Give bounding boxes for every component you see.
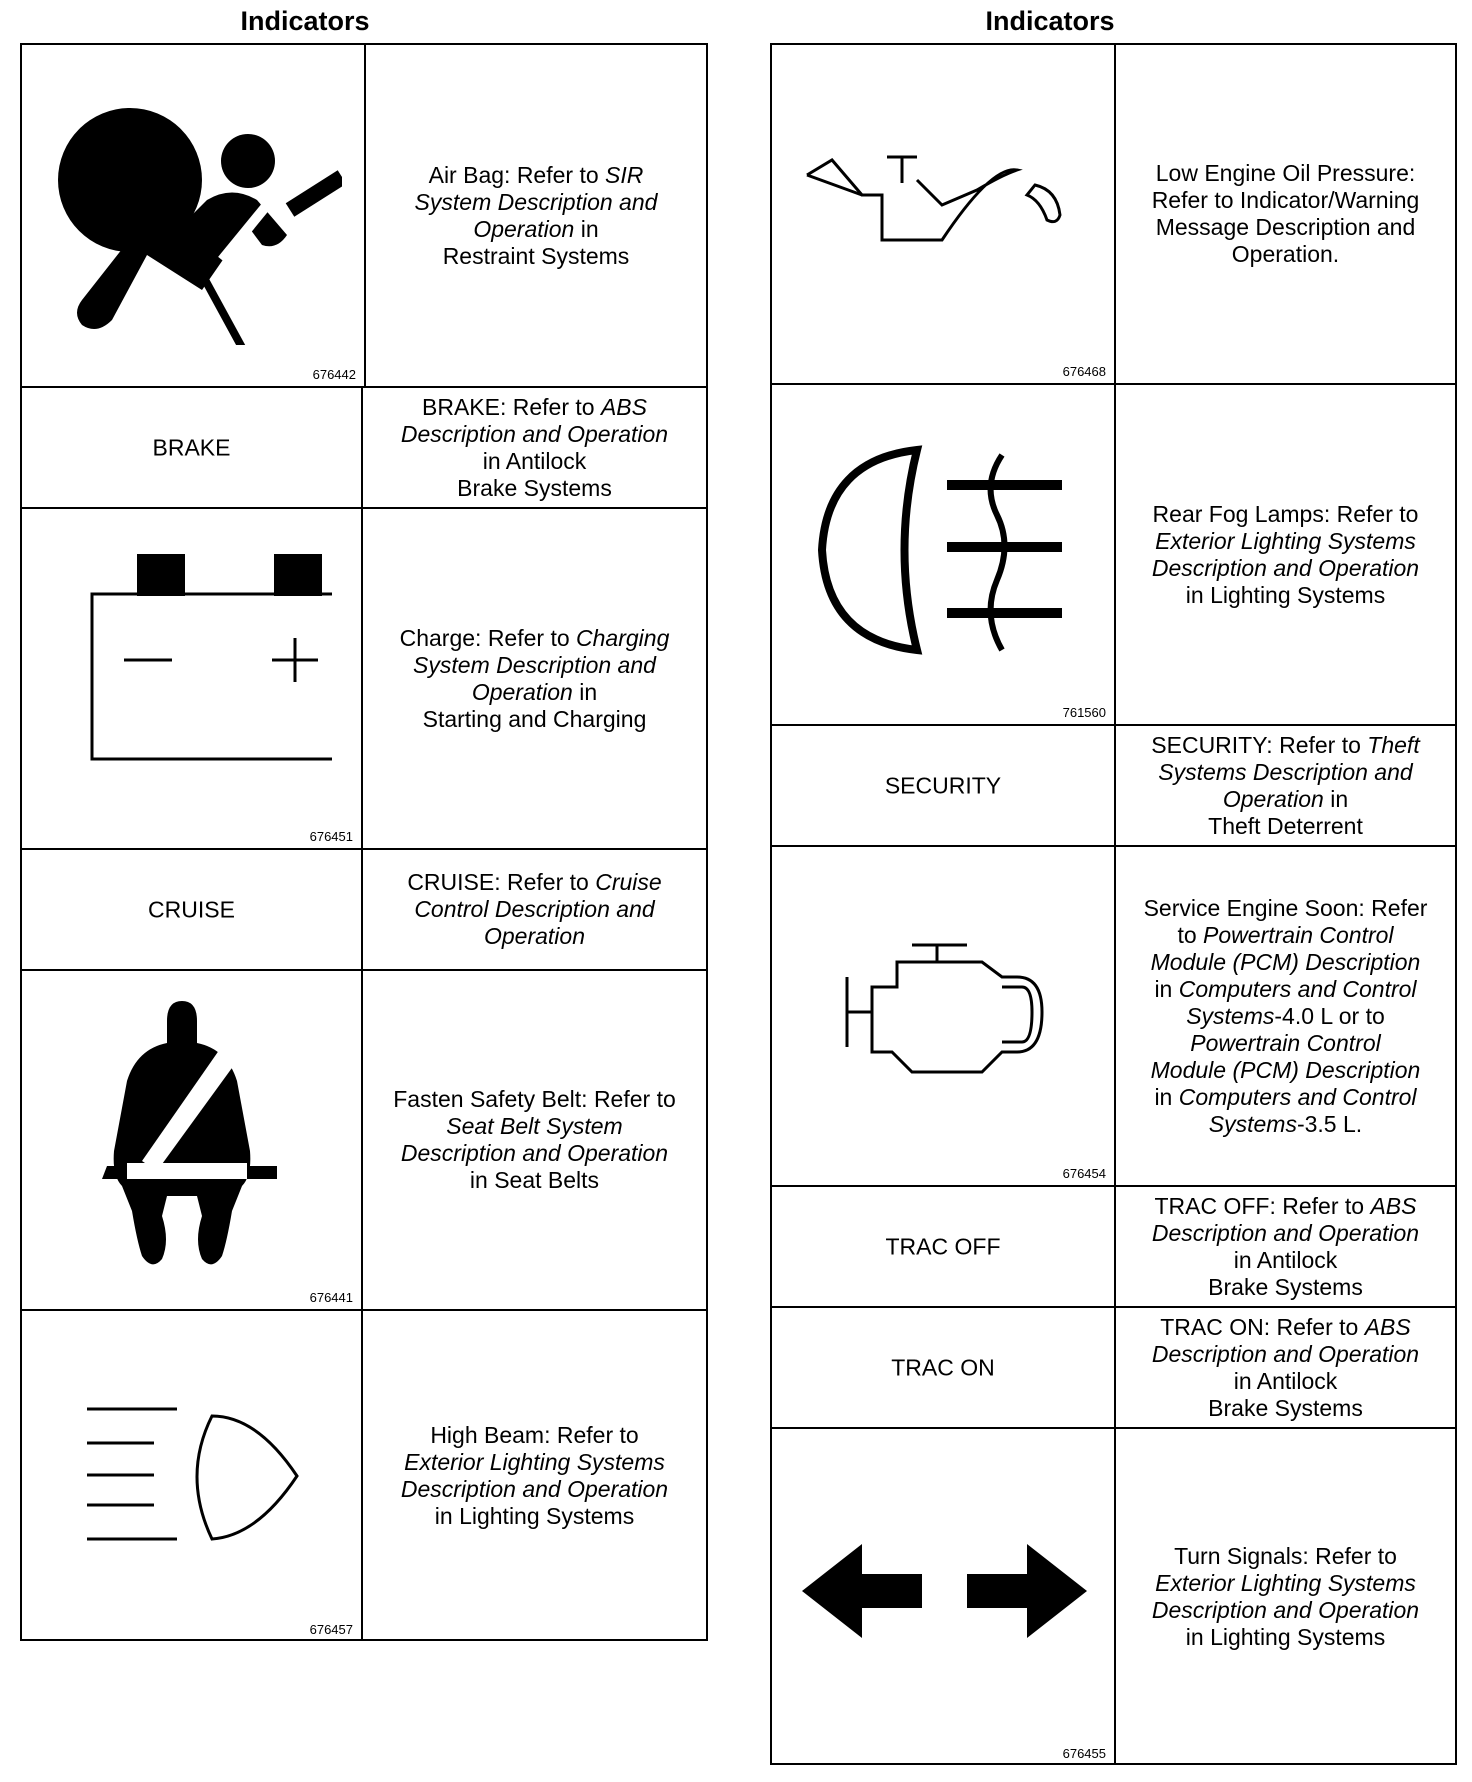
table-row bbox=[772, 385, 1455, 726]
indicator-label: CRUISE bbox=[148, 896, 235, 922]
indicator-label: TRAC OFF bbox=[885, 1233, 1001, 1259]
figure-code: 676442 bbox=[312, 367, 356, 382]
turn-signal-arrows-icon bbox=[802, 1544, 1087, 1639]
table-row bbox=[22, 971, 706, 1311]
rear-fog-lamp-icon bbox=[807, 445, 1087, 655]
description-cell: CRUISE: Refer to Cruise Control Description and Operation bbox=[407, 869, 662, 949]
icon-cell bbox=[772, 45, 1116, 383]
left-indicator-table bbox=[20, 43, 708, 1641]
table-row bbox=[22, 45, 706, 388]
indicator-label: SECURITY bbox=[884, 772, 1002, 798]
description-cell: Air Bag: Refer to SIR System Description and Operation in Restraint Systems bbox=[414, 161, 658, 269]
table-row bbox=[772, 1308, 1455, 1429]
description-cell: Turn Signals: Refer to Exterior Lighting Systems Description and Operation in Lighting Systems bbox=[1151, 1543, 1420, 1650]
engine-icon bbox=[842, 942, 1062, 1092]
battery-icon bbox=[62, 554, 332, 764]
right-title: Indicators bbox=[985, 6, 1115, 36]
figure-code: 676455 bbox=[1062, 1746, 1106, 1761]
description-cell: Low Engine Oil Pressure: Refer to Indicator/Warning Message Description and Operation. bbox=[1151, 160, 1420, 267]
right-indicator-table bbox=[770, 43, 1457, 1765]
table-row bbox=[22, 850, 706, 971]
table-row bbox=[772, 1187, 1455, 1308]
figure-code: 676451 bbox=[309, 829, 353, 844]
indicator-label: BRAKE bbox=[152, 434, 231, 460]
description-cell: BRAKE: Refer to ABS Description and Operation in Antilock Brake Systems bbox=[400, 393, 669, 501]
left-arrow-icon bbox=[802, 1544, 922, 1638]
right-arrow-icon bbox=[967, 1544, 1087, 1638]
table-row bbox=[772, 45, 1455, 385]
high-beam-icon bbox=[82, 1401, 322, 1551]
seat-belt-icon bbox=[102, 1001, 282, 1291]
icon-cell bbox=[22, 971, 363, 1309]
description-cell: Charge: Refer to Charging System Description and Operation in Starting and Charging bbox=[399, 624, 670, 732]
icon-cell bbox=[772, 726, 1116, 845]
icon-cell bbox=[22, 45, 366, 386]
indicator-label: TRAC ON bbox=[891, 1354, 995, 1380]
table-row bbox=[772, 1429, 1455, 1765]
description-cell: Fasten Safety Belt: Refer to Seat Belt System Description and Operation in Seat Belts bbox=[393, 1086, 676, 1193]
figure-code: 676441 bbox=[309, 1290, 353, 1305]
description-cell: SECURITY: Refer to Theft Systems Description and Operation in Theft Deterrent bbox=[1151, 731, 1420, 839]
description-cell: Rear Fog Lamps: Refer to Exterior Lighting Systems Description and Operation in Lighting Systems bbox=[1151, 500, 1420, 608]
description-cell: TRAC ON: Refer to ABS Description and Operation in Antilock Brake Systems bbox=[1151, 1313, 1420, 1421]
icon-cell bbox=[772, 385, 1116, 724]
figure-code: 676454 bbox=[1062, 1166, 1106, 1181]
figure-code: 761560 bbox=[1062, 705, 1106, 720]
figure-code: 676457 bbox=[309, 1622, 353, 1637]
left-title: Indicators bbox=[240, 6, 370, 36]
air-bag-icon bbox=[52, 85, 342, 345]
icon-cell bbox=[772, 1308, 1116, 1427]
figure-code: 676468 bbox=[1062, 364, 1106, 379]
description-cell: Service Engine Soon: Refer to Powertrain Control Module (PCM) Description in Computers and Control Systems-4.0 L or to Powertrain Control Module (PCM) Description in Computers and Control Systems-3.5 L. bbox=[1143, 894, 1428, 1137]
oil-can-icon bbox=[802, 145, 1092, 255]
table-row bbox=[772, 726, 1455, 847]
table-row bbox=[22, 509, 706, 850]
icon-cell bbox=[772, 1429, 1116, 1765]
table-row bbox=[772, 847, 1455, 1187]
icon-cell bbox=[772, 1187, 1116, 1306]
description-cell: High Beam: Refer to Exterior Lighting Systems Description and Operation in Lighting Systems bbox=[400, 1422, 669, 1529]
icon-cell bbox=[22, 509, 363, 848]
description-cell: TRAC OFF: Refer to ABS Description and Operation in Antilock Brake Systems bbox=[1151, 1192, 1420, 1300]
icon-cell bbox=[22, 850, 363, 969]
table-row bbox=[22, 1311, 706, 1641]
icon-cell bbox=[772, 847, 1116, 1185]
icon-cell bbox=[22, 1311, 363, 1641]
icon-cell bbox=[22, 388, 363, 507]
table-row bbox=[22, 388, 706, 509]
